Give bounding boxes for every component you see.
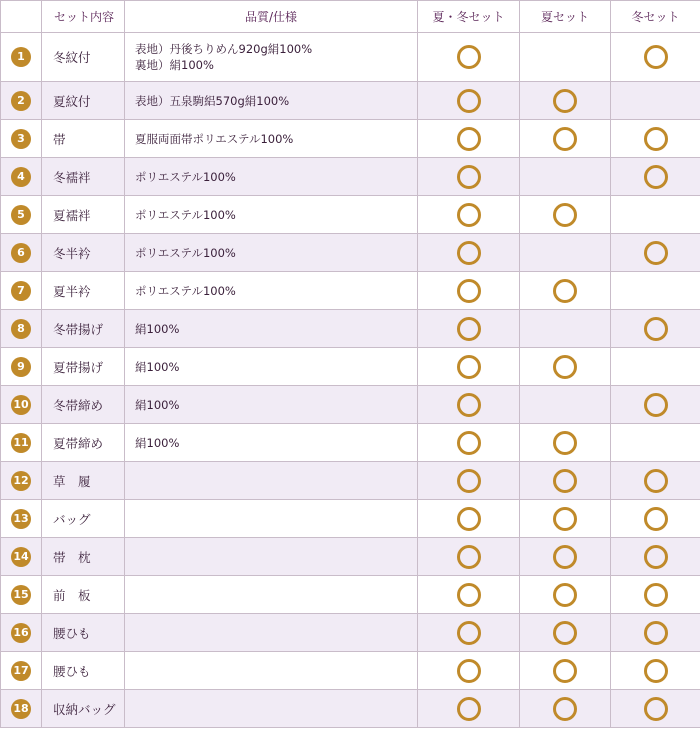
number-badge: 5	[11, 205, 31, 225]
item-name: 腰ひも	[42, 652, 125, 690]
row-number-cell	[1, 120, 42, 158]
summer-set-mark-cell	[520, 538, 611, 576]
number-badge: 6	[11, 243, 31, 263]
summer-set-mark-cell	[520, 652, 611, 690]
spec-line: ポリエステル100%	[135, 207, 236, 222]
winter-set-mark-cell	[611, 500, 700, 538]
circle-mark-icon	[553, 545, 577, 569]
spec-line: 絹100%	[135, 397, 180, 412]
circle-mark-icon	[644, 545, 668, 569]
table-row	[1, 348, 700, 386]
item-spec	[125, 538, 418, 576]
summer-set-mark-cell	[520, 690, 611, 728]
circle-mark-icon	[553, 469, 577, 493]
number-badge: 14	[11, 547, 31, 567]
table-row	[1, 538, 700, 576]
table-row	[1, 386, 700, 424]
row-number-cell	[1, 158, 42, 196]
circle-mark-icon	[457, 165, 481, 189]
item-spec	[125, 158, 418, 196]
spec-line: 表地）丹後ちりめん920g絹100%	[135, 42, 313, 56]
circle-mark-icon	[553, 279, 577, 303]
summer-winter-set-mark-cell	[418, 538, 520, 576]
circle-mark-icon	[644, 45, 668, 69]
winter-set-mark-cell	[611, 614, 700, 652]
summer-set-mark-cell	[520, 272, 611, 310]
header-summer-set: 夏セット	[520, 1, 611, 33]
circle-mark-icon	[644, 507, 668, 531]
spec-line: ポリエステル100%	[135, 283, 236, 298]
table-row	[1, 310, 700, 348]
circle-mark-icon	[553, 621, 577, 645]
circle-mark-icon	[457, 203, 481, 227]
circle-mark-icon	[553, 89, 577, 113]
circle-mark-icon	[644, 659, 668, 683]
item-spec	[125, 500, 418, 538]
item-name: 夏襦袢	[42, 196, 125, 234]
winter-set-mark-cell	[611, 120, 700, 158]
row-number-cell	[1, 462, 42, 500]
circle-mark-icon	[553, 583, 577, 607]
summer-winter-set-mark-cell	[418, 576, 520, 614]
circle-mark-icon	[457, 431, 481, 455]
item-name: 前 板	[42, 576, 125, 614]
circle-mark-icon	[644, 697, 668, 721]
item-spec	[125, 614, 418, 652]
row-number-cell	[1, 196, 42, 234]
summer-winter-set-mark-cell	[418, 424, 520, 462]
circle-mark-icon	[553, 431, 577, 455]
number-badge: 11	[11, 433, 31, 453]
spec-line: ポリエステル100%	[135, 169, 236, 184]
winter-set-mark-cell	[611, 690, 700, 728]
number-badge: 8	[11, 319, 31, 339]
item-name: 帯	[42, 120, 125, 158]
summer-set-mark-cell	[520, 120, 611, 158]
item-name: 夏帯締め	[42, 424, 125, 462]
winter-set-mark-cell	[611, 348, 700, 386]
header-set-content: セット内容	[42, 1, 125, 33]
number-badge: 10	[11, 395, 31, 415]
winter-set-mark-cell	[611, 652, 700, 690]
row-number-cell	[1, 348, 42, 386]
winter-set-mark-cell	[611, 234, 700, 272]
summer-winter-set-mark-cell	[418, 614, 520, 652]
circle-mark-icon	[644, 393, 668, 417]
table-row	[1, 576, 700, 614]
table-row	[1, 120, 700, 158]
item-spec	[125, 33, 418, 82]
row-number-cell	[1, 272, 42, 310]
item-name: 草 履	[42, 462, 125, 500]
summer-winter-set-mark-cell	[418, 386, 520, 424]
number-badge: 3	[11, 129, 31, 149]
item-spec	[125, 348, 418, 386]
winter-set-mark-cell	[611, 576, 700, 614]
row-number-cell	[1, 614, 42, 652]
circle-mark-icon	[457, 355, 481, 379]
spec-line: 夏服両面帯ポリエステル100%	[135, 131, 294, 146]
circle-mark-icon	[457, 507, 481, 531]
summer-set-mark-cell	[520, 158, 611, 196]
item-name: 冬襦袢	[42, 158, 125, 196]
number-badge: 4	[11, 167, 31, 187]
circle-mark-icon	[457, 45, 481, 69]
circle-mark-icon	[553, 355, 577, 379]
item-spec	[125, 272, 418, 310]
summer-set-mark-cell	[520, 424, 611, 462]
spec-line: ポリエステル100%	[135, 245, 236, 260]
table-row	[1, 158, 700, 196]
winter-set-mark-cell	[611, 538, 700, 576]
summer-set-mark-cell	[520, 33, 611, 82]
item-name: バッグ	[42, 500, 125, 538]
summer-set-mark-cell	[520, 196, 611, 234]
row-number-cell	[1, 690, 42, 728]
winter-set-mark-cell	[611, 33, 700, 82]
circle-mark-icon	[457, 279, 481, 303]
row-number-cell	[1, 538, 42, 576]
winter-set-mark-cell	[611, 386, 700, 424]
item-name: 冬帯締め	[42, 386, 125, 424]
winter-set-mark-cell	[611, 272, 700, 310]
item-name: 帯 枕	[42, 538, 125, 576]
table-row	[1, 82, 700, 120]
item-spec	[125, 310, 418, 348]
circle-mark-icon	[553, 659, 577, 683]
table-row	[1, 462, 700, 500]
circle-mark-icon	[457, 659, 481, 683]
circle-mark-icon	[457, 317, 481, 341]
header-summer-winter-set: 夏・冬セット	[418, 1, 520, 33]
circle-mark-icon	[644, 317, 668, 341]
item-spec	[125, 690, 418, 728]
circle-mark-icon	[644, 241, 668, 265]
row-number-cell	[1, 576, 42, 614]
item-name: 夏半衿	[42, 272, 125, 310]
winter-set-mark-cell	[611, 310, 700, 348]
number-badge: 9	[11, 357, 31, 377]
table-row	[1, 272, 700, 310]
circle-mark-icon	[457, 127, 481, 151]
number-badge: 16	[11, 623, 31, 643]
item-name: 夏紋付	[42, 82, 125, 120]
row-number-cell	[1, 310, 42, 348]
header-winter-set: 冬セット	[611, 1, 700, 33]
winter-set-mark-cell	[611, 424, 700, 462]
summer-winter-set-mark-cell	[418, 158, 520, 196]
item-spec	[125, 196, 418, 234]
summer-winter-set-mark-cell	[418, 272, 520, 310]
item-spec	[125, 120, 418, 158]
item-name: 冬紋付	[42, 33, 125, 82]
summer-set-mark-cell	[520, 348, 611, 386]
winter-set-mark-cell	[611, 158, 700, 196]
summer-set-mark-cell	[520, 82, 611, 120]
summer-winter-set-mark-cell	[418, 82, 520, 120]
circle-mark-icon	[457, 89, 481, 113]
circle-mark-icon	[553, 203, 577, 227]
item-name: 腰ひも	[42, 614, 125, 652]
table-row	[1, 500, 700, 538]
summer-set-mark-cell	[520, 500, 611, 538]
circle-mark-icon	[644, 127, 668, 151]
spec-line: 絹100%	[135, 359, 180, 374]
item-name: 冬帯揚げ	[42, 310, 125, 348]
summer-set-mark-cell	[520, 310, 611, 348]
table-row	[1, 424, 700, 462]
circle-mark-icon	[457, 621, 481, 645]
number-badge: 15	[11, 585, 31, 605]
row-number-cell	[1, 234, 42, 272]
table-row	[1, 690, 700, 728]
summer-winter-set-mark-cell	[418, 462, 520, 500]
summer-set-mark-cell	[520, 234, 611, 272]
summer-winter-set-mark-cell	[418, 348, 520, 386]
summer-set-mark-cell	[520, 462, 611, 500]
item-spec	[125, 234, 418, 272]
item-spec	[125, 386, 418, 424]
table-row	[1, 196, 700, 234]
summer-winter-set-mark-cell	[418, 690, 520, 728]
summer-winter-set-mark-cell	[418, 652, 520, 690]
item-name: 収納バッグ	[42, 690, 125, 728]
number-badge: 17	[11, 661, 31, 681]
spec-line: 絹100%	[135, 435, 180, 450]
circle-mark-icon	[457, 545, 481, 569]
circle-mark-icon	[457, 241, 481, 265]
summer-winter-set-mark-cell	[418, 33, 520, 82]
header-quality-spec: 品質/仕様	[125, 1, 418, 33]
item-name: 冬半衿	[42, 234, 125, 272]
summer-winter-set-mark-cell	[418, 234, 520, 272]
summer-winter-set-mark-cell	[418, 310, 520, 348]
item-spec	[125, 82, 418, 120]
summer-winter-set-mark-cell	[418, 196, 520, 234]
circle-mark-icon	[457, 583, 481, 607]
table-row	[1, 234, 700, 272]
table-body	[1, 33, 700, 728]
circle-mark-icon	[644, 621, 668, 645]
item-spec	[125, 462, 418, 500]
winter-set-mark-cell	[611, 82, 700, 120]
number-badge: 1	[11, 47, 31, 67]
circle-mark-icon	[553, 127, 577, 151]
summer-set-mark-cell	[520, 614, 611, 652]
item-spec	[125, 424, 418, 462]
row-number-cell	[1, 386, 42, 424]
circle-mark-icon	[553, 697, 577, 721]
header-number	[1, 1, 42, 33]
row-number-cell	[1, 652, 42, 690]
circle-mark-icon	[457, 393, 481, 417]
winter-set-mark-cell	[611, 196, 700, 234]
spec-line: 表地）五泉駒絽570g絹100%	[135, 93, 290, 108]
item-spec	[125, 576, 418, 614]
summer-winter-set-mark-cell	[418, 500, 520, 538]
number-badge: 12	[11, 471, 31, 491]
number-badge: 18	[11, 699, 31, 719]
summer-set-mark-cell	[520, 386, 611, 424]
circle-mark-icon	[644, 469, 668, 493]
table-row	[1, 652, 700, 690]
summer-winter-set-mark-cell	[418, 120, 520, 158]
item-spec	[125, 652, 418, 690]
table-header	[1, 1, 700, 33]
circle-mark-icon	[457, 697, 481, 721]
circle-mark-icon	[644, 165, 668, 189]
circle-mark-icon	[644, 583, 668, 607]
circle-mark-icon	[553, 507, 577, 531]
row-number-cell	[1, 82, 42, 120]
number-badge: 2	[11, 91, 31, 111]
item-name: 夏帯揚げ	[42, 348, 125, 386]
circle-mark-icon	[457, 469, 481, 493]
spec-line: 裏地）絹100%	[135, 58, 214, 72]
number-badge: 13	[11, 509, 31, 529]
summer-set-mark-cell	[520, 576, 611, 614]
row-number-cell	[1, 424, 42, 462]
table-row	[1, 614, 700, 652]
spec-line: 絹100%	[135, 321, 180, 336]
row-number-cell	[1, 33, 42, 82]
row-number-cell	[1, 500, 42, 538]
table-row	[1, 33, 700, 82]
winter-set-mark-cell	[611, 462, 700, 500]
number-badge: 7	[11, 281, 31, 301]
